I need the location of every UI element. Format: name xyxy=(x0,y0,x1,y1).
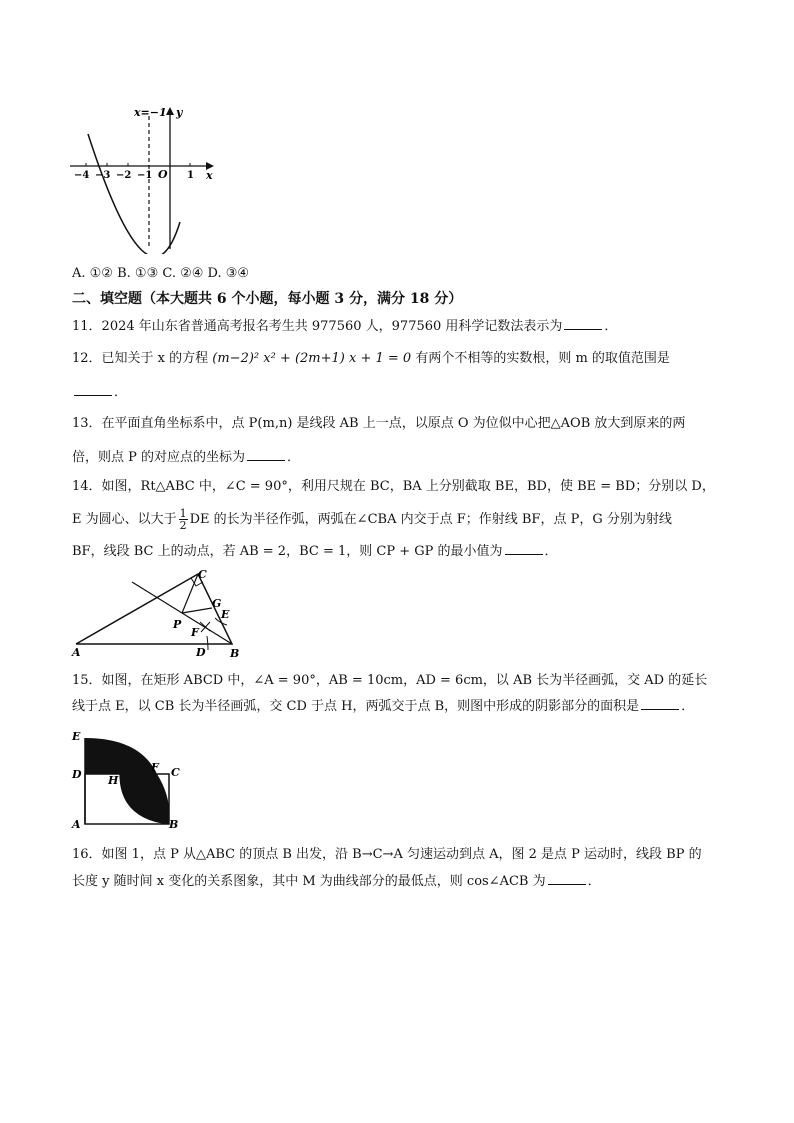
q14-line2-pre: E 为圆心、以大于 xyxy=(72,512,177,527)
vertex-label-c: C xyxy=(171,766,180,779)
q11-text: 11．2024 年山东省普通高考报名考生共 977560 人，977560 用科学记数法表示为 xyxy=(72,319,563,334)
period: ． xyxy=(681,699,695,714)
question-16-line2 xyxy=(72,872,601,891)
period: ． xyxy=(604,319,618,334)
vertex-label-c: C xyxy=(198,568,207,581)
tick-label: −1 xyxy=(137,170,153,181)
point-label-h: H xyxy=(108,774,119,787)
question-12 xyxy=(72,350,670,368)
q16-line1: 16．如图 1，点 P 从△ABC 的顶点 B 出发，沿 B→C→A 匀速运动到点 A，图 2 是点 P 运动时，线段 BP 的 xyxy=(72,847,702,862)
point-label-f: F xyxy=(191,626,199,639)
triangle-figure xyxy=(70,566,250,658)
q14-line3: BF，线段 BC 上的动点，若 AB = 2，BC = 1，则 CP + GP 的最小值为 xyxy=(72,544,503,559)
answer-blank xyxy=(548,872,586,885)
answer-blank xyxy=(564,317,602,330)
x-axis-label: x xyxy=(206,169,213,182)
q14-line2-post: DE 的长为半径作弧，两弧在∠CBA 内交于点 F；作射线 BF，点 P，G 分别为射线 xyxy=(189,512,672,527)
q10-options: A. ①② B. ①③ C. ②④ D. ③④ xyxy=(72,266,250,281)
vertex-label-a: A xyxy=(72,818,81,831)
answer-blank xyxy=(641,697,679,710)
question-13-line2 xyxy=(72,448,300,467)
tick-label: −2 xyxy=(116,170,132,181)
question-11 xyxy=(72,317,617,336)
vertex-label-e: E xyxy=(72,730,81,743)
vertex-label-b: B xyxy=(169,818,179,831)
vertex-label-b: B xyxy=(230,647,240,658)
q12-prefix: 12．已知关于 x 的方程 xyxy=(72,351,209,366)
y-axis-label: y xyxy=(176,106,183,119)
question-12-cont xyxy=(72,383,127,402)
frac-num: 1 xyxy=(179,507,187,520)
question-15-line2 xyxy=(72,697,694,716)
question-14-line2 xyxy=(72,508,672,531)
question-14-line3 xyxy=(72,542,558,561)
point-label-p: P xyxy=(173,618,182,631)
rectangle-arc-figure xyxy=(68,724,188,836)
q16-line2: 长度 y 随时间 x 变化的关系图象，其中 M 为曲线部分的最低点，则 cos∠ACB 为 xyxy=(72,874,546,889)
section-heading: 二、填空题（本大题共 6 个小题，每小题 3 分，满分 18 分） xyxy=(72,291,463,307)
tick-label: −4 xyxy=(74,170,90,181)
answer-blank xyxy=(247,448,285,461)
q15-line2: 线于点 E，以 CB 长为半径画弧，交 CD 于点 H，两弧交于点 B，则图中形成的阴影部分的面积是 xyxy=(72,699,640,714)
vertex-label-a: A xyxy=(72,646,81,658)
axis-line-label: x=−1 xyxy=(134,106,167,119)
q12-equation: (m−2)² x² + (2m+1) x + 1 = 0 xyxy=(212,351,412,366)
q15-line1: 15．如图，在矩形 ABCD 中，∠A = 90°，AB = 10cm，AD = 6cm，以 AB 长为半径画弧，交 AD 的延长 xyxy=(72,673,708,688)
period: ． xyxy=(287,450,301,465)
answer-blank xyxy=(74,383,112,396)
vertex-label-d: D xyxy=(72,768,82,781)
q13-line1: 13．在平面直角坐标系中，点 P(m,n) 是线段 AB 上一点，以原点 O 为位似中心把△AOB 放大到原来的两 xyxy=(72,416,686,431)
point-label-g: G xyxy=(212,597,222,610)
period: ． xyxy=(544,544,558,559)
frac-den: 2 xyxy=(179,519,187,532)
period: ． xyxy=(587,874,601,889)
tick-label: −3 xyxy=(95,170,111,181)
period: ． xyxy=(114,385,128,400)
q13-line2: 倍，则点 P 的对应点的坐标为 xyxy=(72,450,246,465)
fraction-half xyxy=(179,508,188,531)
q12-suffix: 有两个不相等的实数根，则 m 的取值范围是 xyxy=(415,351,670,366)
parabola-graph xyxy=(68,104,218,254)
answer-blank xyxy=(505,542,543,555)
tick-label: 1 xyxy=(187,170,194,181)
point-label-e: E xyxy=(221,608,230,621)
origin-label: O xyxy=(158,168,168,181)
point-label-f: F xyxy=(151,761,159,774)
q14-line1: 14．如图，Rt△ABC 中，∠C = 90°，利用尺规在 BC，BA 上分别截取 BE，BD，使 BE = BD；分别以 D， xyxy=(72,479,715,494)
point-label-d: D xyxy=(196,646,206,658)
